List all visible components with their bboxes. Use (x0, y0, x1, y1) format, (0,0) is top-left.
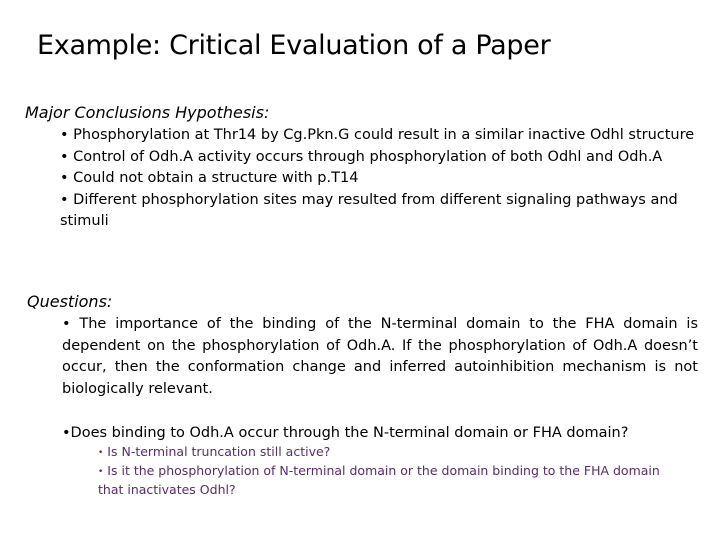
bullet-icon: • (98, 448, 104, 458)
question-item: •Does binding to Odh.A occur through the N-terminal domain or FHA domain? (62, 425, 629, 441)
conclusion-item: • Phosphorylation at Thr14 by Cg.Pkn.G could result in a similar inactive Odhl structure (60, 127, 695, 143)
sub-question (98, 462, 660, 481)
sub-question (98, 443, 330, 462)
slide-title: Example: Critical Evaluation of a Paper (37, 30, 551, 61)
conclusions-heading: Major Conclusions Hypothesis: (25, 103, 270, 122)
sub-question-text: Is it the phosphorylation of N-terminal domain or the domain binding to the FHA domain (107, 463, 660, 478)
conclusion-item: stimuli (60, 213, 109, 229)
questions-paragraph: • The importance of the binding of the N-terminal domain to the FHA domain is dependent on the phosphorylation of Odh.A. If the phosphorylation of Odh.A doesn’t occur, then the conformation change and inferred autoinhibition mechanism is not biologically relevant. (62, 316, 698, 397)
conclusion-item: • Could not obtain a structure with p.T14 (60, 170, 359, 186)
bullet-icon: • (98, 467, 104, 477)
conclusion-item: • Control of Odh.A activity occurs through phosphorylation of both Odhl and Odh.A (60, 148, 663, 165)
sub-question-text: Is N-terminal truncation still active? (107, 444, 331, 459)
sub-question-continuation: that inactivates Odhl? (98, 482, 236, 497)
conclusions-list (60, 125, 700, 233)
conclusion-item: • Different phosphorylation sites may resulted from different signaling pathways and (60, 191, 678, 208)
questions-heading: Questions: (27, 292, 113, 311)
